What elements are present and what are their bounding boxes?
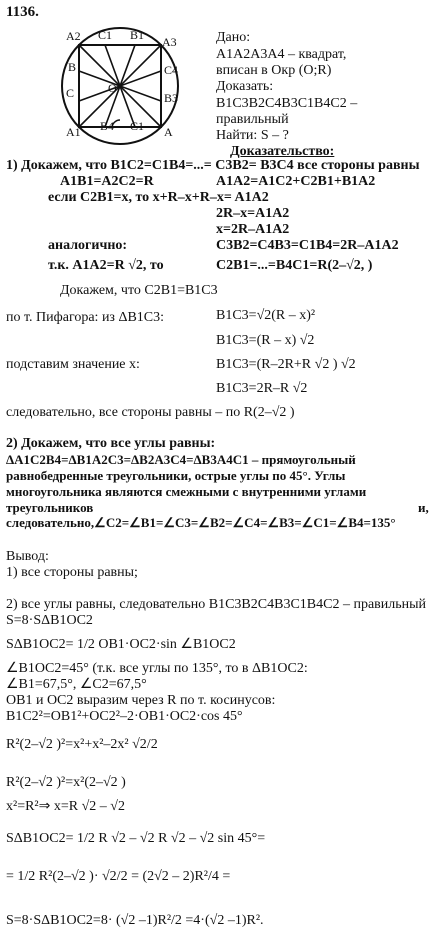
part1-line-6b: C3B2=C4B3=C1B4=2R–A1A2 [216,238,399,253]
conclusion-line-2: 2) все углы равны, следовательно B1C3B2C4B3C1B4C2 – правильный [6,597,427,612]
conclusion-line-9: R²(2–√2 )²=x²+x²–2x² √2/2 [6,737,158,752]
label-b: B [68,60,77,74]
part2-line-1: 2) Докажем, что все углы равны: [6,436,216,451]
part2-line-6: следовательно,∠C2=∠B1=∠C3=∠B2=∠C4=∠B3=∠C1=∠B4=135° [6,515,396,530]
part1-line-8: Докажем, что C2B1=B1C3 [60,283,218,298]
label-b1: B1 [130,28,145,42]
problem-number: 1136. [6,4,39,20]
label-b3: B3 [164,91,179,105]
label-c1-bottom: C1 [130,119,145,133]
part1-line-4: 2R–x=A1A2 [216,206,290,221]
part2-line-2: ΔA1C2B4=ΔB1A2C3=ΔB2A3C4=ΔB3A4C1 – прямоугольный [6,452,356,467]
octagon-diagonals [79,45,161,127]
label-c: C [66,86,75,100]
label-a3: A3 [162,35,177,49]
find-line: Найти: S – ? [216,128,289,143]
given-title: Дано: [216,30,251,45]
label-c4: C4 [164,63,179,77]
part1-line-13: следовательно, все стороны равны – по R(2–√2 ) [6,405,295,420]
part2-line-5b: и, [418,500,429,515]
label-c1-top: C1 [98,28,113,42]
proof-title: Доказательство: [230,144,335,159]
part1-line-11a: подставим значение x: [6,357,140,372]
label-b4: B4 [100,119,115,133]
part2-line-3: равнобедренные треугольники, острые углы по 45°. Углы [6,468,346,483]
part1-line-2b: A1A2=A1C2+C2B1+B1A2 [216,174,376,189]
conclusion-line-8: B1C2²=OB1²+OC2²–2·OB1·OC2·cos 45° [6,709,243,724]
prove-line-1: B1C3B2C4B3C1B4C2 – [216,96,358,111]
part1-line-5: x=2R–A1A2 [216,222,290,237]
conclusion-line-3: S=8·SΔB1OC2 [6,613,93,628]
part1-line-2a: A1B1=A2C2=R [60,174,154,189]
part1-line-3: если C2B1=x, то x+R–x+R–x= A1A2 [48,190,269,205]
part1-line-7a: т.к. A1A2=R √2, то [48,258,164,273]
geometry-figure [60,24,230,154]
part1-line-1: 1) Докажем, что B1C2=C1B4=...= C3B2= B3C4 все стороны равны [6,158,420,173]
conclusion-line-4: SΔB1OC2= 1/2 OB1·OC2·sin ∠B1OC2 [6,637,236,652]
part1-line-11b: B1C3=(R–2R+R √2 ) √2 [216,357,356,372]
label-a2: A2 [66,29,81,43]
part1-line-12: B1C3=2R–R √2 [216,381,308,396]
part2-line-5a: треугольников [6,500,94,515]
conclusion-title: Вывод: [6,549,49,564]
part1-line-7b: C2B1=...=B4C1=R(2–√2, ) [216,258,373,273]
given-line-1: A1A2A3A4 – квадрат, [216,47,347,62]
conclusion-line-5: ∠B1OC2=45° (т.к. все углы по 135°, то в ΔB1OC2: [6,661,308,676]
label-o: O [108,81,117,95]
conclusion-line-11: x²=R²⇒ x=R √2 – √2 [6,799,125,814]
conclusion-line-7: OB1 и OC2 выразим через R по т. косинусов: [6,693,276,708]
label-a1: A1 [66,125,81,139]
part1-line-9b: B1C3=√2(R – x)² [216,308,316,323]
part2-line-4: многоугольника являются смежными с внутренними углами [6,484,367,499]
conclusion-line-13: = 1/2 R²(2–√2 )· √2/2 = (2√2 – 2)R²/4 = [6,869,231,884]
given-line-2: вписан в Окр (O;R) [216,63,332,78]
label-a: A [164,125,173,139]
conclusion-line-1: 1) все стороны равны; [6,565,138,580]
part1-line-6a: аналогично: [48,238,128,253]
prove-line-2: правильный [216,112,289,127]
part1-line-9a: по т. Пифагора: из ΔB1C3: [6,310,165,325]
prove-title: Доказать: [216,79,274,94]
conclusion-line-6: ∠B1=67,5°, ∠C2=67,5° [6,677,147,692]
conclusion-line-14: S=8·SΔB1OC2=8· (√2 –1)R²/2 =4·(√2 –1)R². [6,913,264,928]
conclusion-line-10: R²(2–√2 )²=x²(2–√2 ) [6,775,126,790]
part1-line-10: B1C3=(R – x) √2 [216,333,315,348]
conclusion-line-12: SΔB1OC2= 1/2 R √2 – √2 R √2 – √2 sin 45°= [6,831,266,846]
